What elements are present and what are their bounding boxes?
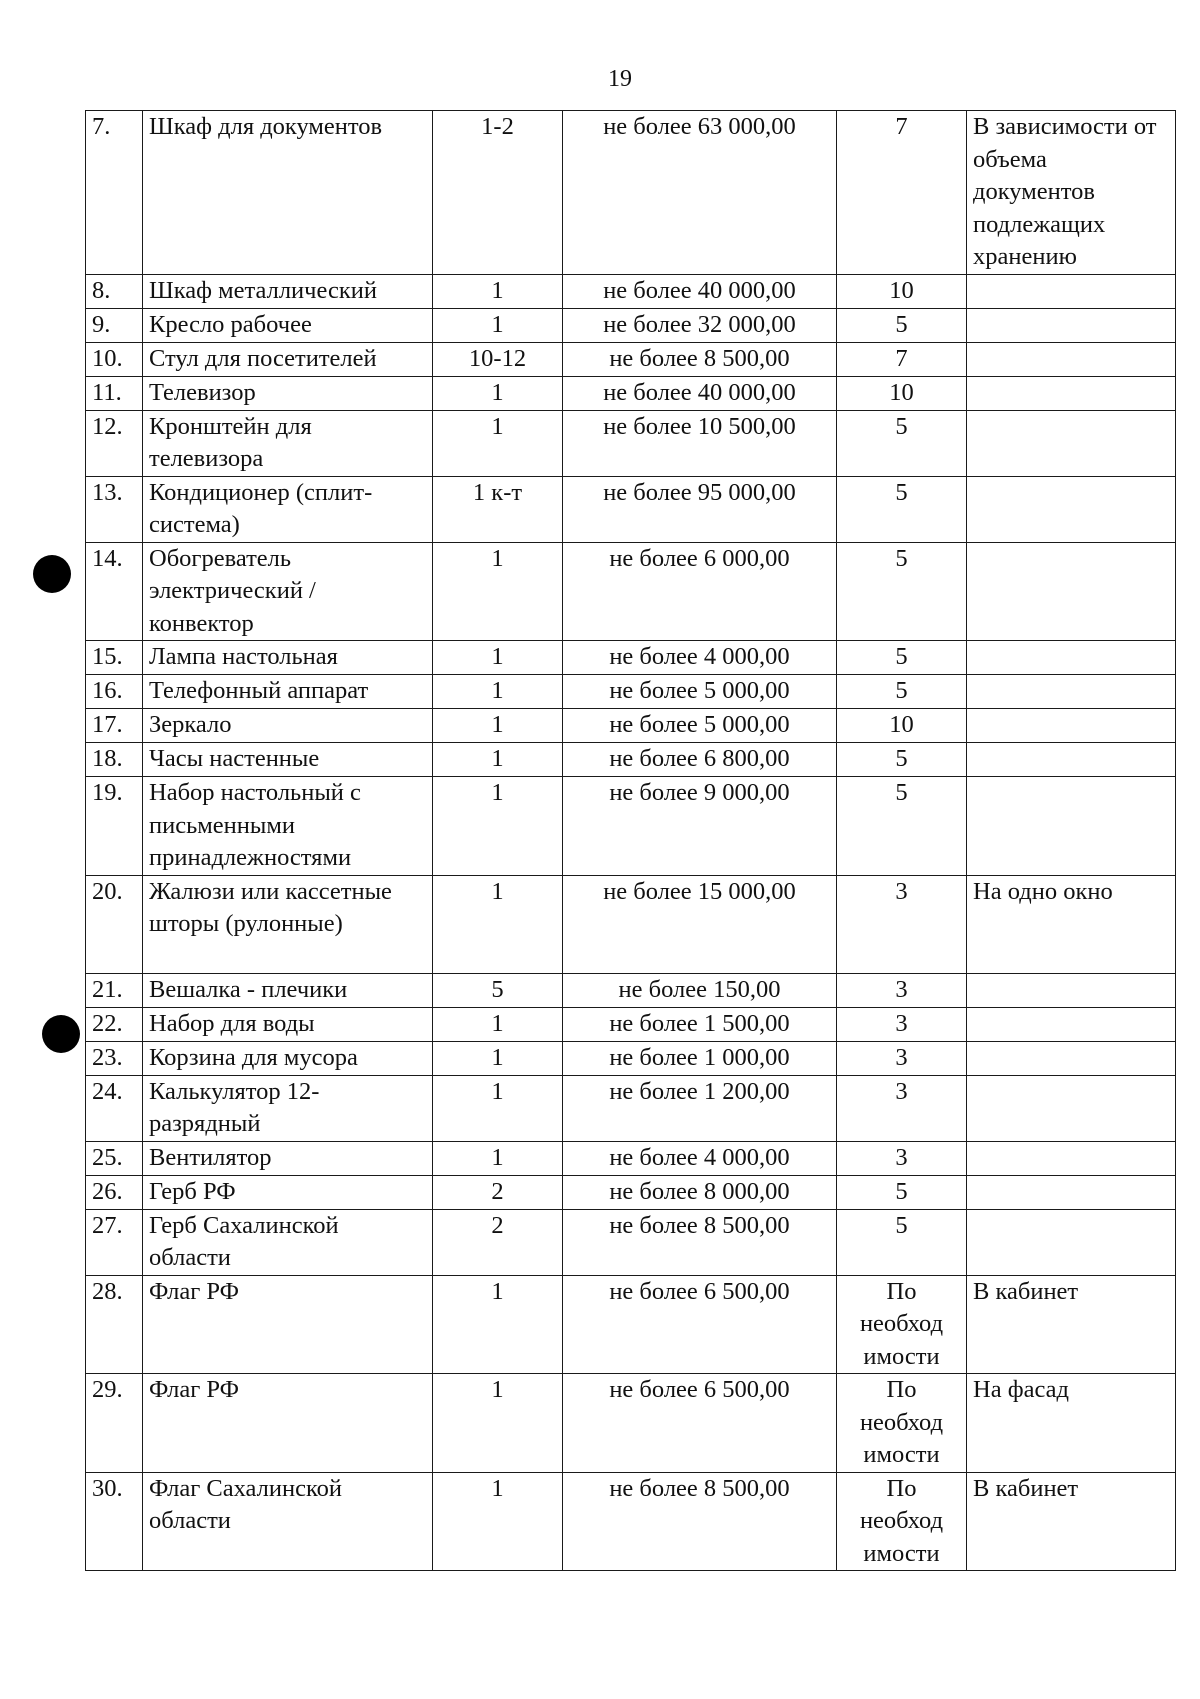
- table-row: [86, 709, 1176, 743]
- table-row: [86, 641, 1176, 675]
- table-row: [86, 1209, 1176, 1275]
- item-note: [967, 675, 1176, 709]
- item-service-life: 5: [837, 641, 967, 675]
- item-price: не более 6 800,00: [563, 743, 837, 777]
- row-number: 7.: [86, 111, 143, 275]
- item-service-life: 3: [837, 973, 967, 1007]
- row-number: 25.: [86, 1141, 143, 1175]
- item-service-life: 10: [837, 709, 967, 743]
- table-row: [86, 542, 1176, 641]
- item-price: не более 4 000,00: [563, 641, 837, 675]
- item-quantity: 1: [433, 641, 563, 675]
- item-name: Калькулятор 12-разрядный: [143, 1075, 433, 1141]
- item-name: Зеркало: [143, 709, 433, 743]
- punch-hole-mark: [33, 555, 71, 593]
- item-price: не более 8 000,00: [563, 1175, 837, 1209]
- item-price: не более 32 000,00: [563, 308, 837, 342]
- item-service-life: 5: [837, 410, 967, 476]
- table-row: [86, 777, 1176, 876]
- item-price: не более 15 000,00: [563, 875, 837, 973]
- row-number: 28.: [86, 1275, 143, 1374]
- item-note: [967, 1175, 1176, 1209]
- table-row: [86, 342, 1176, 376]
- item-price: не более 1 200,00: [563, 1075, 837, 1141]
- item-name: Набор для воды: [143, 1007, 433, 1041]
- item-price: не более 95 000,00: [563, 476, 837, 542]
- item-service-life: 3: [837, 1007, 967, 1041]
- table-row: [86, 675, 1176, 709]
- item-quantity: 1: [433, 410, 563, 476]
- item-price: не более 5 000,00: [563, 709, 837, 743]
- item-quantity: 1: [433, 274, 563, 308]
- item-service-life: 3: [837, 1041, 967, 1075]
- item-service-life: 7: [837, 111, 967, 275]
- item-quantity: 1: [433, 308, 563, 342]
- row-number: 18.: [86, 743, 143, 777]
- row-number: 14.: [86, 542, 143, 641]
- item-note: В зависимости от объема документов подлежащих хранению: [967, 111, 1176, 275]
- item-name: Герб Сахалинской области: [143, 1209, 433, 1275]
- punch-hole-mark: [42, 1015, 80, 1053]
- item-name: Кондиционер (сплит-система): [143, 476, 433, 542]
- item-name: Жалюзи или кассетные шторы (рулонные): [143, 875, 433, 973]
- row-number: 21.: [86, 973, 143, 1007]
- item-service-life: 10: [837, 274, 967, 308]
- item-quantity: 5: [433, 973, 563, 1007]
- item-name: Герб РФ: [143, 1175, 433, 1209]
- row-number: 29.: [86, 1374, 143, 1473]
- item-note: [967, 743, 1176, 777]
- table-row: [86, 973, 1176, 1007]
- item-note: [967, 973, 1176, 1007]
- table-row: [86, 875, 1176, 973]
- item-name: Вентилятор: [143, 1141, 433, 1175]
- item-price: не более 5 000,00: [563, 675, 837, 709]
- item-note: [967, 1141, 1176, 1175]
- item-price: не более 8 500,00: [563, 1209, 837, 1275]
- item-service-life: По необход имости: [837, 1374, 967, 1473]
- table-row: [86, 376, 1176, 410]
- row-number: 22.: [86, 1007, 143, 1041]
- item-name: Стул для посетителей: [143, 342, 433, 376]
- row-number: 13.: [86, 476, 143, 542]
- item-name: Флаг Сахалинской области: [143, 1472, 433, 1571]
- row-number: 12.: [86, 410, 143, 476]
- item-quantity: 1-2: [433, 111, 563, 275]
- item-price: не более 63 000,00: [563, 111, 837, 275]
- item-name: Лампа настольная: [143, 641, 433, 675]
- item-service-life: 3: [837, 1141, 967, 1175]
- item-quantity: 2: [433, 1175, 563, 1209]
- item-quantity: 1: [433, 1141, 563, 1175]
- item-price: не более 40 000,00: [563, 274, 837, 308]
- item-price: не более 150,00: [563, 973, 837, 1007]
- row-number: 16.: [86, 675, 143, 709]
- item-note: [967, 1041, 1176, 1075]
- row-number: 10.: [86, 342, 143, 376]
- item-note: На фасад: [967, 1374, 1176, 1473]
- item-service-life: 5: [837, 476, 967, 542]
- table-row: [86, 1075, 1176, 1141]
- item-note: [967, 1209, 1176, 1275]
- table-row: [86, 476, 1176, 542]
- item-name: Часы настенные: [143, 743, 433, 777]
- item-note: [967, 274, 1176, 308]
- item-service-life: 7: [837, 342, 967, 376]
- item-note: В кабинет: [967, 1472, 1176, 1571]
- item-note: [967, 709, 1176, 743]
- item-name: Шкаф металлический: [143, 274, 433, 308]
- row-number: 27.: [86, 1209, 143, 1275]
- table-row: [86, 1141, 1176, 1175]
- item-note: [967, 476, 1176, 542]
- table-row: [86, 743, 1176, 777]
- item-service-life: 5: [837, 1209, 967, 1275]
- item-service-life: 5: [837, 743, 967, 777]
- item-note: [967, 308, 1176, 342]
- table-row: [86, 1175, 1176, 1209]
- item-service-life: 3: [837, 1075, 967, 1141]
- item-name: Флаг РФ: [143, 1374, 433, 1473]
- row-number: 30.: [86, 1472, 143, 1571]
- item-note: [967, 641, 1176, 675]
- item-price: не более 6 500,00: [563, 1275, 837, 1374]
- table-row: [86, 1374, 1176, 1473]
- item-service-life: По необход имости: [837, 1472, 967, 1571]
- item-service-life: 10: [837, 376, 967, 410]
- item-quantity: 1: [433, 1041, 563, 1075]
- item-name: Набор настольный с письменными принадлежностями: [143, 777, 433, 876]
- item-price: не более 9 000,00: [563, 777, 837, 876]
- item-note: В кабинет: [967, 1275, 1176, 1374]
- item-quantity: 1: [433, 1007, 563, 1041]
- item-name: Кронштейн для телевизора: [143, 410, 433, 476]
- item-service-life: 5: [837, 777, 967, 876]
- item-name: Вешалка - плечики: [143, 973, 433, 1007]
- item-price: не более 8 500,00: [563, 1472, 837, 1571]
- table-row: [86, 1041, 1176, 1075]
- row-number: 23.: [86, 1041, 143, 1075]
- item-price: не более 10 500,00: [563, 410, 837, 476]
- item-note: [967, 342, 1176, 376]
- table-row: [86, 1472, 1176, 1571]
- item-quantity: 10-12: [433, 342, 563, 376]
- item-name: Шкаф для документов: [143, 111, 433, 275]
- item-price: не более 1 000,00: [563, 1041, 837, 1075]
- item-note: [967, 376, 1176, 410]
- item-quantity: 1: [433, 1275, 563, 1374]
- row-number: 8.: [86, 274, 143, 308]
- table-row: [86, 1007, 1176, 1041]
- item-quantity: 1: [433, 675, 563, 709]
- item-note: [967, 1075, 1176, 1141]
- table-row: [86, 410, 1176, 476]
- item-quantity: 1: [433, 542, 563, 641]
- item-name: Обогреватель электрический / конвектор: [143, 542, 433, 641]
- item-name: Корзина для мусора: [143, 1041, 433, 1075]
- item-note: [967, 1007, 1176, 1041]
- item-service-life: По необход имости: [837, 1275, 967, 1374]
- item-note: [967, 410, 1176, 476]
- row-number: 20.: [86, 875, 143, 973]
- row-number: 9.: [86, 308, 143, 342]
- item-quantity: 1: [433, 376, 563, 410]
- item-service-life: 5: [837, 308, 967, 342]
- item-note: [967, 542, 1176, 641]
- item-service-life: 5: [837, 675, 967, 709]
- item-price: не более 4 000,00: [563, 1141, 837, 1175]
- item-quantity: 1: [433, 777, 563, 876]
- table-row: [86, 274, 1176, 308]
- row-number: 24.: [86, 1075, 143, 1141]
- row-number: 26.: [86, 1175, 143, 1209]
- item-note: На одно окно: [967, 875, 1176, 973]
- table-row: [86, 111, 1176, 275]
- row-number: 15.: [86, 641, 143, 675]
- item-quantity: 1: [433, 1075, 563, 1141]
- item-service-life: 5: [837, 1175, 967, 1209]
- item-price: не более 6 500,00: [563, 1374, 837, 1473]
- item-name: Флаг РФ: [143, 1275, 433, 1374]
- row-number: 19.: [86, 777, 143, 876]
- item-quantity: 1 к-т: [433, 476, 563, 542]
- table-row: [86, 308, 1176, 342]
- item-price: не более 8 500,00: [563, 342, 837, 376]
- item-name: Телевизор: [143, 376, 433, 410]
- item-quantity: 1: [433, 1374, 563, 1473]
- item-price: не более 6 000,00: [563, 542, 837, 641]
- item-price: не более 1 500,00: [563, 1007, 837, 1041]
- item-name: Кресло рабочее: [143, 308, 433, 342]
- equipment-table: [85, 110, 1176, 1571]
- table-row: [86, 1275, 1176, 1374]
- item-service-life: 3: [837, 875, 967, 973]
- item-price: не более 40 000,00: [563, 376, 837, 410]
- item-service-life: 5: [837, 542, 967, 641]
- row-number: 11.: [86, 376, 143, 410]
- item-quantity: 1: [433, 709, 563, 743]
- item-quantity: 1: [433, 743, 563, 777]
- item-quantity: 1: [433, 875, 563, 973]
- item-quantity: 2: [433, 1209, 563, 1275]
- item-name: Телефонный аппарат: [143, 675, 433, 709]
- item-note: [967, 777, 1176, 876]
- item-quantity: 1: [433, 1472, 563, 1571]
- page-number: 19: [608, 66, 632, 92]
- row-number: 17.: [86, 709, 143, 743]
